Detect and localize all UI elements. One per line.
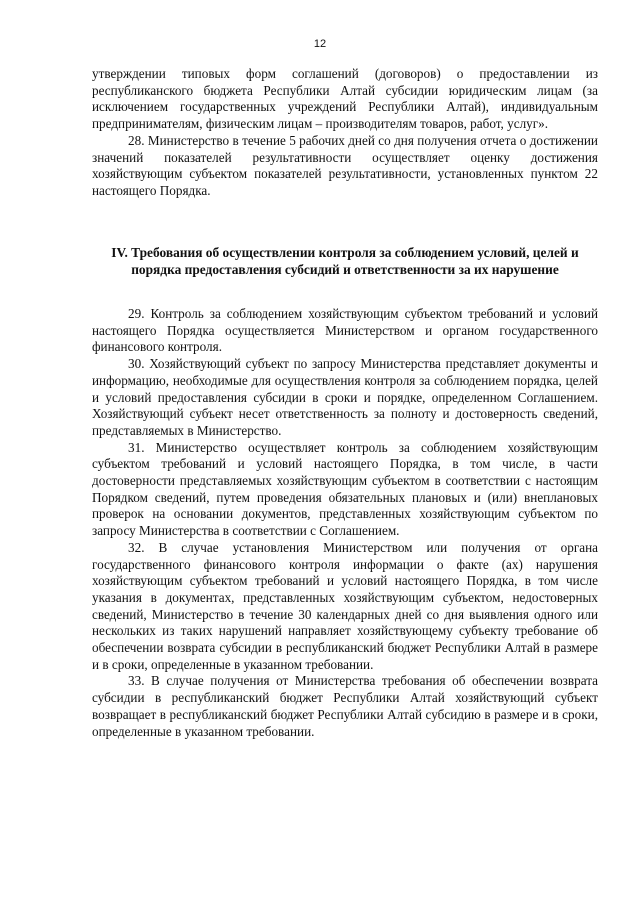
top-text-block [92, 66, 598, 200]
paragraph-continuation: утверждении типовых форм соглашений (договоров) о предоставлении из республиканского бюджета Республики Алтай субсидии юридическим лицам (за исключением государственных учреждений Республики Алтай), индивидуальным предпринимателям, физическим лицам – производителям товаров, работ, услуг». [92, 66, 598, 132]
page-number: 12 [313, 38, 327, 50]
paragraph-30: 30. Хозяйствующий субъект по запросу Министерства представляет документы и информацию, необходимые для осуществления контроля за соблюдением порядка, целей и условий предоставления субсидии в сроки и порядке, определенном Соглашением. Хозяйствующий субъект несет ответственность за полноту и достоверность сведений, представляемых в Министерство. [92, 356, 598, 438]
main-text-block [92, 306, 598, 740]
paragraph-32: 32. В случае установления Министерством или получения от органа государственного финансового контроля информации о факте (ах) нарушения хозяйствующим субъектом требований и условий настоящего Порядка, в том числе указания в документах, представленных хозяйствующим субъектом, недостоверных сведений, Министерство в течение 30 календарных дней со дня выявления одного или нескольких из таких нарушений направляет хозяйствующему субъекту требование об обеспечении возврата субсидии в республиканский бюджет Республики Алтай в размере и в сроки, определенные в указанном требовании. [92, 539, 598, 672]
paragraph-33: 33. В случае получения от Министерства требования об обеспечении возврата субсидии в республиканский бюджет Республики Алтай хозяйствующий субъект возвращает в республиканский бюджет Республики Алтай субсидию в размере и в сроки, определенные в указанном требовании. [92, 673, 598, 739]
paragraph-29: 29. Контроль за соблюдением хозяйствующим субъектом требований и условий настоящего Порядка осуществляется Министерством и органом государственного финансового контроля. [92, 306, 598, 355]
paragraph-28: 28. Министерство в течение 5 рабочих дней со дня получения отчета о достижении значений показателей результативности осуществляет оценку достижения хозяйствующим субъектом показателей результативности, установленных пунктом 22 настоящего Порядка. [92, 132, 598, 198]
section-heading: IV. Требования об осуществлении контроля за соблюдением условий, целей и порядка предоставления субсидий и ответственности за их нарушение [111, 245, 579, 277]
paragraph-31: 31. Министерство осуществляет контроль за соблюдением хозяйствующим субъектом требований и условий настоящего Порядка, в том числе, в части достоверности представляемых хозяйствующим субъектом в соответствии с настоящим Порядком сведений, путем проведения обязательных плановых и (или) внеплановых проверок на основании документов, представленных хозяйствующим субъектом по запросу Министерства в соответствии с Соглашением. [92, 439, 598, 539]
